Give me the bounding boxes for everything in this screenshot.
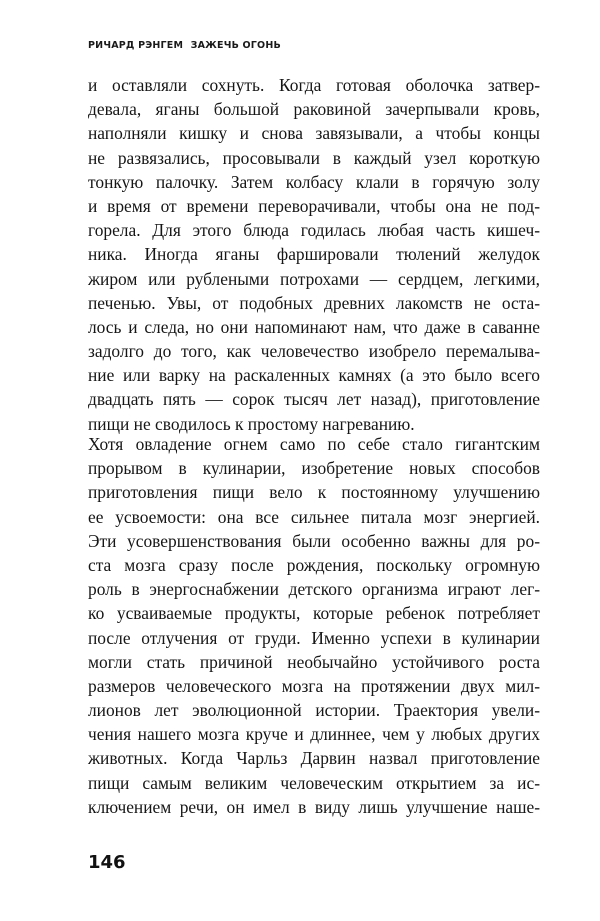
text-line: роль в энергоснабжении детского организма играют лег- [88, 579, 540, 600]
text-line: ее усвоемости: она все сильнее питала мозг энергией. [88, 506, 540, 527]
text-line: Хотя овладение огнем само по себе стало гигантским [88, 434, 540, 454]
text-line: размеров человеческого мозга на протяжении двух мил- [88, 675, 540, 696]
paragraph-1 [88, 73, 540, 436]
text-line: горела. Для этого блюда годилась любая часть кишеч- [88, 220, 540, 241]
text-line: жиром или рублеными потрохами — сердцем, легкими, [88, 268, 540, 289]
text-line: пищи не сводилось к простому нагреванию. [88, 413, 415, 434]
text-line: двадцать пять — сорок тысяч лет назад), приготовление [88, 389, 540, 410]
text-line: девала, яганы большой раковиной зачерпывали кровь, [88, 99, 540, 120]
text-line: лионов лет эволюционной истории. Траектория увели- [88, 700, 540, 721]
text-line: тонкую палочку. Затем колбасу клали в горячую золу [88, 171, 540, 192]
text-line: прорывом в кулинарии, изобретение новых способов [88, 458, 540, 479]
text-line: наполняли кишку и снова завязывали, а чтобы концы [88, 123, 540, 144]
paragraph-2 [88, 432, 540, 819]
text-line: ние или варку на раскаленных камнях (а это было всего [88, 365, 540, 386]
text-line: ста мозга сразу после рождения, поскольку огромную [88, 554, 540, 575]
text-line: ника. Иногда яганы фаршировали тюлений желудок [88, 244, 540, 265]
text-line: лось и следа, но они напоминают нам, что даже в саванне [88, 316, 540, 337]
text-line: и оставляли сохнуть. Когда готовая оболочка затвер- [88, 75, 540, 95]
text-line: задолго до того, как человечество изобрело перемалыва- [88, 341, 540, 362]
text-line: животных. Когда Чарльз Дарвин назвал приготовление [88, 748, 540, 769]
text-line: ключением речи, он имел в виду лишь улучшение наше- [88, 796, 540, 817]
text-line: не развязались, просовывали в каждый узел короткую [88, 147, 540, 168]
text-line: приготовления пищи вело к постоянному улучшению [88, 482, 540, 503]
text-line: Эти усовершенствования были особенно важны для ро- [88, 530, 540, 551]
text-line: после отлучения от груди. Именно успехи в кулинарии [88, 627, 540, 648]
header-author: РИЧАРД РЭНГЕМ [88, 40, 184, 51]
header-book-title: ЗАЖЕЧЬ ОГОНЬ [190, 40, 281, 51]
text-line: печенью. Увы, от подобных древних лакомств не оста- [88, 292, 540, 313]
text-line: могли стать причиной необычайно устойчивого роста [88, 651, 540, 672]
running-header [88, 40, 281, 51]
text-line: и время от времени переворачивали, чтобы она не под- [88, 195, 540, 216]
text-line: ко усваиваемые продукты, которые ребенок потребляет [88, 603, 540, 624]
text-line: чения нашего мозга круче и длиннее, чем у любых других [88, 724, 540, 745]
page-number: 146 [88, 852, 126, 873]
text-line: пищи самым великим человеческим открытием за ис- [88, 772, 540, 793]
